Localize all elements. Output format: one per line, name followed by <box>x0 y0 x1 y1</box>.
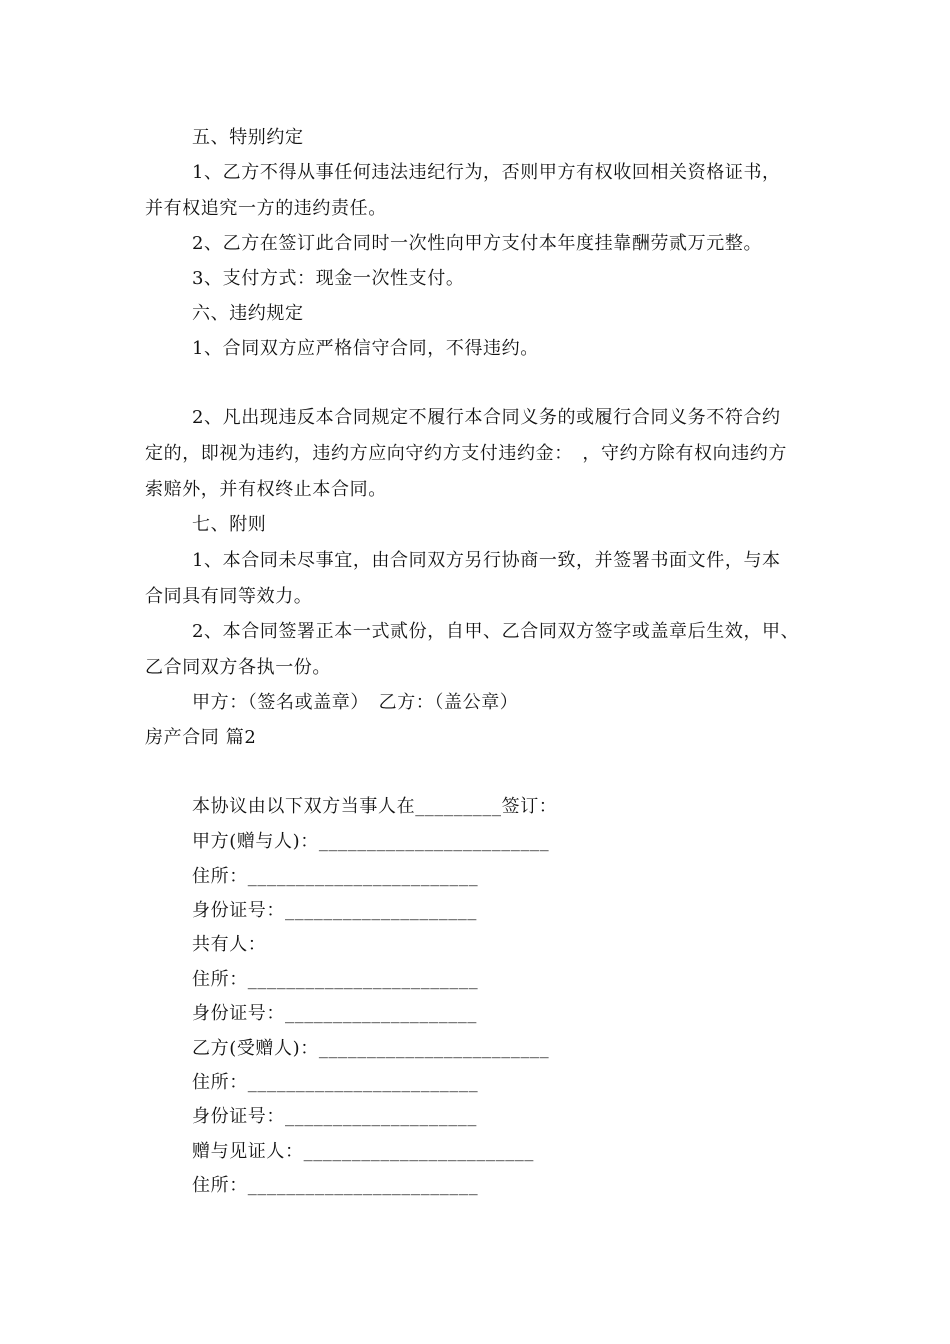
co-owner-address-field: 住所：________________________ <box>192 969 479 990</box>
donor-id-field: 身份证号：____________________ <box>192 900 477 921</box>
clause-six-1: 1、合同双方应严格信守合同，不得违约。 <box>192 338 539 359</box>
clause-five-2: 2、乙方在签订此合同时一次性向甲方支付本年度挂靠酬劳贰万元整。 <box>192 233 763 254</box>
agreement-intro: 本协议由以下双方当事人在_________签订： <box>192 796 558 817</box>
signature-line: 甲方：（签名或盖章） 乙方：（盖公章） <box>192 692 519 713</box>
clause-five-1-line-1: 1、乙方不得从事任何违法违纪行为，否则甲方有权收回相关资格证书， <box>192 162 781 183</box>
clause-seven-1-line-1: 1、本合同未尽事宜，由合同双方另行协商一致，并签署书面文件，与本 <box>192 550 781 571</box>
clause-five-3: 3、支付方式：现金一次性支付。 <box>192 268 465 289</box>
co-owner-field: 共有人： <box>192 934 267 955</box>
section-five-heading: 五、特别约定 <box>192 127 304 148</box>
donor-field: 甲方(赠与人)：________________________ <box>192 831 550 852</box>
contract-title-part-2: 房产合同 篇2 <box>145 727 257 748</box>
clause-five-1-line-2: 并有权追究一方的违约责任。 <box>145 198 387 219</box>
donor-address-field: 住所：________________________ <box>192 866 479 887</box>
clause-seven-2-line-1: 2、本合同签署正本一式贰份，自甲、乙合同双方签字或盖章后生效，甲、 <box>192 621 800 642</box>
witness-field: 赠与见证人：________________________ <box>192 1141 534 1162</box>
donee-id-field: 身份证号：____________________ <box>192 1106 477 1127</box>
witness-address-field: 住所：________________________ <box>192 1175 479 1196</box>
co-owner-id-field: 身份证号：____________________ <box>192 1003 477 1024</box>
clause-six-2-line-2: 定的，即视为违约，违约方应向守约方支付违约金： ，守约方除有权向违约方 <box>145 443 787 464</box>
clause-six-2-line-3: 索赔外，并有权终止本合同。 <box>145 479 387 500</box>
clause-six-2-line-1: 2、凡出现违反本合同规定不履行本合同义务的或履行合同义务不符合约 <box>192 407 781 428</box>
clause-seven-2-line-2: 乙合同双方各执一份。 <box>145 657 331 678</box>
section-six-heading: 六、违约规定 <box>192 303 304 324</box>
section-seven-heading: 七、附则 <box>192 514 267 535</box>
donee-address-field: 住所：________________________ <box>192 1072 479 1093</box>
donee-field: 乙方(受赠人)：________________________ <box>192 1038 550 1059</box>
clause-seven-1-line-2: 合同具有同等效力。 <box>145 586 313 607</box>
